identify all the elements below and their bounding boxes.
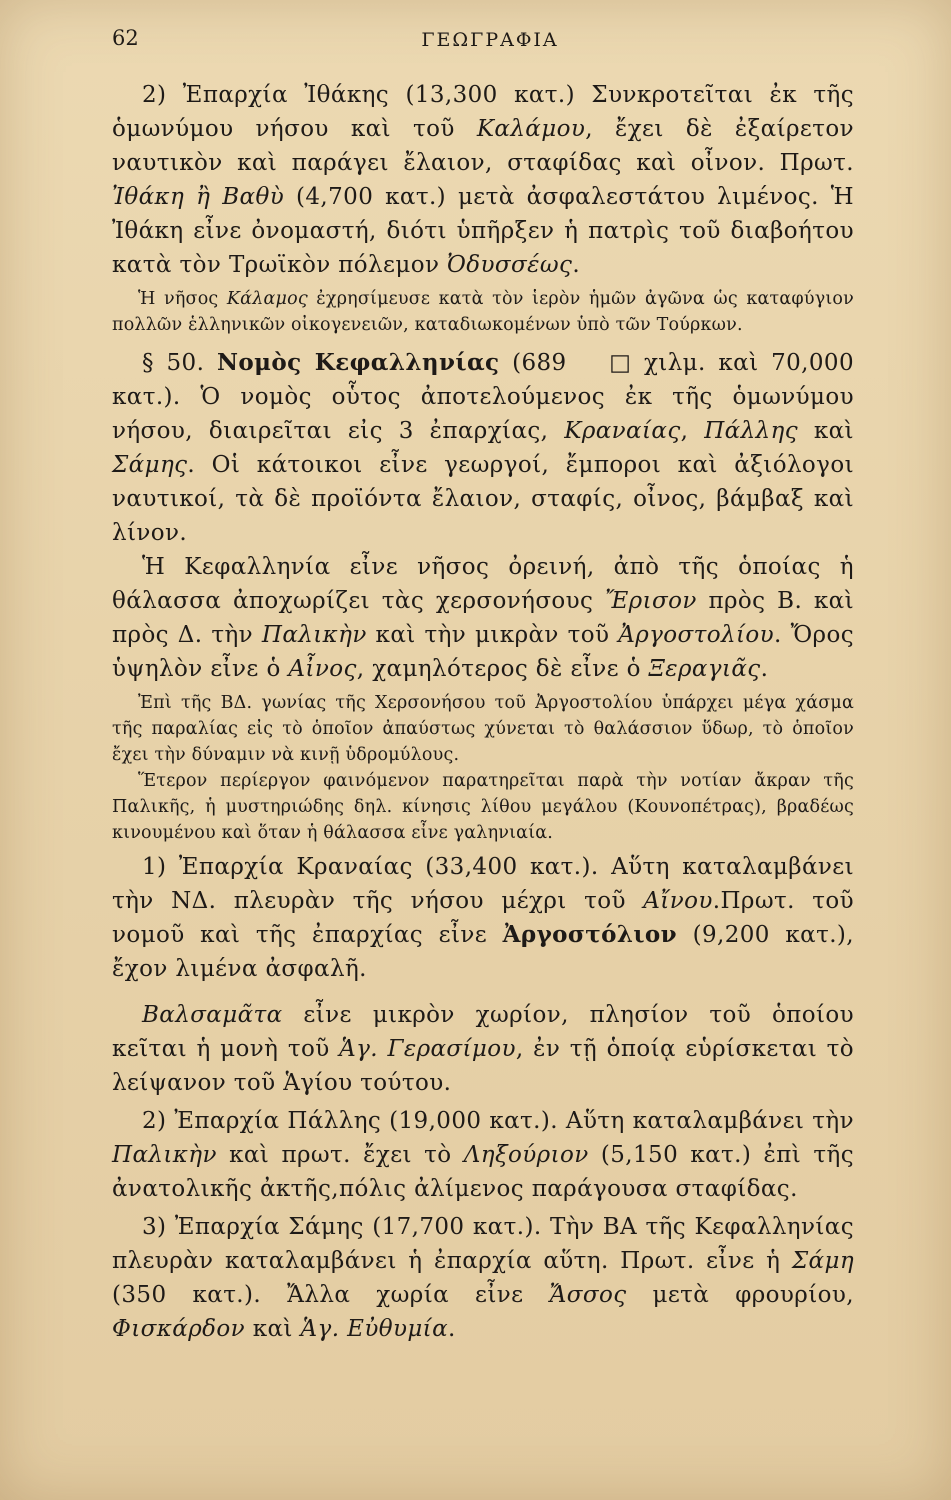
text: Ἡ Κεφαλληνία εἶνε νῆσος ὀρεινή, ἀπὸ τῆς ὁποίας ἡ θάλασσα ἀποχωρίζει τὰς χερσονήσους	[112, 554, 854, 614]
province-name: Κραναίας	[564, 418, 681, 444]
paragraph-kranaias	[112, 850, 854, 986]
section-title: Νομὸς Κεφαλληνίας	[216, 349, 500, 376]
paragraph-island	[112, 550, 854, 686]
page-number: 62	[112, 26, 139, 50]
text: .Πρωτ. τοῦ νομοῦ καὶ τῆς ἐπαρχίας εἶνε	[112, 888, 854, 948]
text: πρὸς Β. καὶ πρὸς Δ. τὴν	[112, 588, 854, 648]
person-name: Ὀδυσσέως	[447, 252, 573, 278]
note-chasm: Ἐπὶ τῆς ΒΔ. γωνίας τῆς Χερσονήσου τοῦ Ἀργοστολίου ὑπάρχει μέγα χάσμα τῆς παραλίας εἰς τὸ ὁποῖον ἀπαύστως χύνεται τὸ θαλάσσιον ὕδωρ, τὸ ὁποῖον ἔχει τὴν δύναμιν νὰ κινῇ ὑδρομύλους.	[112, 693, 854, 765]
paragraph-valsamata	[112, 998, 854, 1100]
text: , χαμηλότερος δὲ εἶνε ὁ	[356, 656, 649, 682]
capital-name: Ἀργοστόλιον	[502, 921, 678, 948]
text: καὶ πρωτ. ἔχει τὸ	[216, 1142, 464, 1168]
paragraph-samis	[112, 1210, 854, 1346]
text: .	[760, 656, 769, 682]
place-name: Ἔρισον	[605, 588, 697, 614]
place-name: Ἰθάκη ἢ Βαθὺ	[112, 184, 285, 210]
place-name: Αἶνος	[288, 656, 357, 682]
note-kalamos	[112, 286, 854, 338]
text: .	[572, 252, 581, 278]
place-name: Ἁγ. Εὐθυμία	[300, 1316, 449, 1342]
text: (4,700 κατ.) μετὰ ἀσφαλεστάτου λιμένος. Ἡ Ἰθάκη εἶνε ὀνομαστή, διότι ὑπῆρξεν ἡ πατρὶς τοῦ διαβοήτου κατὰ τὸν Τρωϊκὸν πόλεμον	[112, 184, 854, 278]
place-name: Βαλσαμᾶτα	[142, 1002, 283, 1028]
place-name: Παλικὴν	[112, 1142, 217, 1168]
text: ἐχρησίμευσε κατὰ τὸν ἱερὸν ἡμῶν ἀγῶνα ὡς καταφύγιον πολλῶν ἑλληνικῶν οἰκογενειῶν, καταδιωκομένων ὑπὸ τῶν Τούρκων.	[112, 289, 854, 335]
square-km-icon: □	[609, 350, 632, 376]
text: εἶνε μικρὸν χωρίον, πλησίον τοῦ ὁποίου κεῖται ἡ μονὴ τοῦ	[112, 1002, 854, 1062]
text: καὶ	[245, 1316, 301, 1342]
province-name: Πάλλης	[704, 418, 798, 444]
place-name: Σάμη	[791, 1248, 854, 1274]
paragraph-pallis	[112, 1104, 854, 1206]
text: καὶ	[798, 418, 854, 444]
running-title: ΓΕΩΓΡΑΦΙΑ	[421, 29, 559, 51]
place-name: Φισκάρδον	[112, 1316, 245, 1342]
place-name: Ἄσσος	[549, 1282, 627, 1308]
text: καὶ τὴν μικρὰν τοῦ	[366, 622, 619, 648]
text: 2) Ἐπαρχία Πάλλης (19,000 κατ.). Αὕτη καταλαμβάνει τὴν	[142, 1108, 854, 1134]
text: .	[448, 1316, 456, 1342]
text: Ἡ νῆσος	[138, 289, 227, 309]
text: , ἔχει δὲ ἐξαίρετον ναυτικὸν καὶ παράγει ἔλαιον, σταφίδας καὶ οἶνον. Πρωτ.	[112, 116, 854, 176]
saint-name: Ἁγ. Γερασίμου	[339, 1036, 516, 1062]
text: μετὰ φρουρίου,	[626, 1282, 854, 1308]
province-name: Σάμης	[112, 452, 188, 478]
note-stone: Ἕτερον περίεργον φαινόμενον παρατηρεῖται παρὰ τὴν νοτίαν ἄκραν τῆς Παλικῆς, ἡ μυστηριώδης δηλ. κίνησις λίθου μεγάλου (Κουνοπέτρας), βραδέως κινουμένου καὶ ὅταν ἡ θάλασσα εἶνε γαληνιαία.	[112, 771, 854, 843]
text: (9,200 κατ.), ἔχον λιμένα ἀσφαλῆ.	[112, 922, 854, 982]
page-body	[112, 78, 854, 1346]
section-number: § 50.	[142, 350, 217, 376]
section-50-paragraph	[112, 346, 854, 550]
paragraph-ithaki	[112, 78, 854, 282]
text: . Οἱ κάτοικοι εἶνε γεωργοί, ἔμποροι καὶ ἀξιόλογοι ναυτικοί, τὰ δὲ προϊόντα ἔλαιον, σταφίς, οἶνος, βάμβαξ καὶ λίνον.	[112, 452, 854, 546]
text: (689	[499, 350, 580, 376]
place-name: Ἀργοστολίου	[618, 622, 775, 648]
text: 1) Ἐπαρχία Κραναίας (33,400 κατ.). Αὕτη καταλαμβάνει τὴν ΝΔ. πλευρὰν τῆς νήσου μέχρι τοῦ	[112, 854, 854, 914]
page-header	[110, 26, 870, 56]
text: , ἐν τῇ ὁποίᾳ εὑρίσκεται τὸ λείψανον τοῦ Ἁγίου τούτου.	[112, 1036, 855, 1096]
place-name: Παλικὴν	[261, 622, 367, 648]
text: 3) Ἐπαρχία Σάμης (17,700 κατ.). Τὴν ΒΑ τῆς Κεφαλληνίας πλευρὰν καταλαμβάνει ἡ ἐπαρχία αὕτη. Πρωτ. εἶνε ἡ	[112, 1214, 854, 1274]
place-name: Ληξούριον	[463, 1142, 589, 1168]
place-name: Κάλαμος	[226, 289, 308, 309]
place-name: Καλάμου	[476, 116, 586, 142]
place-name: Ξεραγιᾶς	[648, 656, 761, 682]
text: 2) Ἐπαρχία Ἰθάκης (13,300 κατ.) Συνκροτεῖται ἐκ τῆς ὁμωνύμου νήσου καὶ τοῦ	[112, 82, 854, 142]
text: χιλμ. καὶ 70,000 κατ.). Ὁ νομὸς οὗτος ἀποτελούμενος ἐκ τῆς ὁμωνύμου νήσου, διαιρεῖται εἰς 3 ἐπαρχίας,	[112, 350, 854, 444]
text: (5,150 κατ.) ἐπὶ τῆς ἀνατολικῆς ἀκτῆς,πόλις ἀλίμενος παράγουσα σταφίδας.	[112, 1142, 854, 1202]
place-name: Αἴνου	[643, 888, 713, 914]
text: (350 κατ.). Ἄλλα χωρία εἶνε	[112, 1282, 550, 1308]
text: . Ὄρος ὑψηλὸν εἶνε ὁ	[112, 622, 854, 682]
text: ,	[680, 418, 705, 444]
